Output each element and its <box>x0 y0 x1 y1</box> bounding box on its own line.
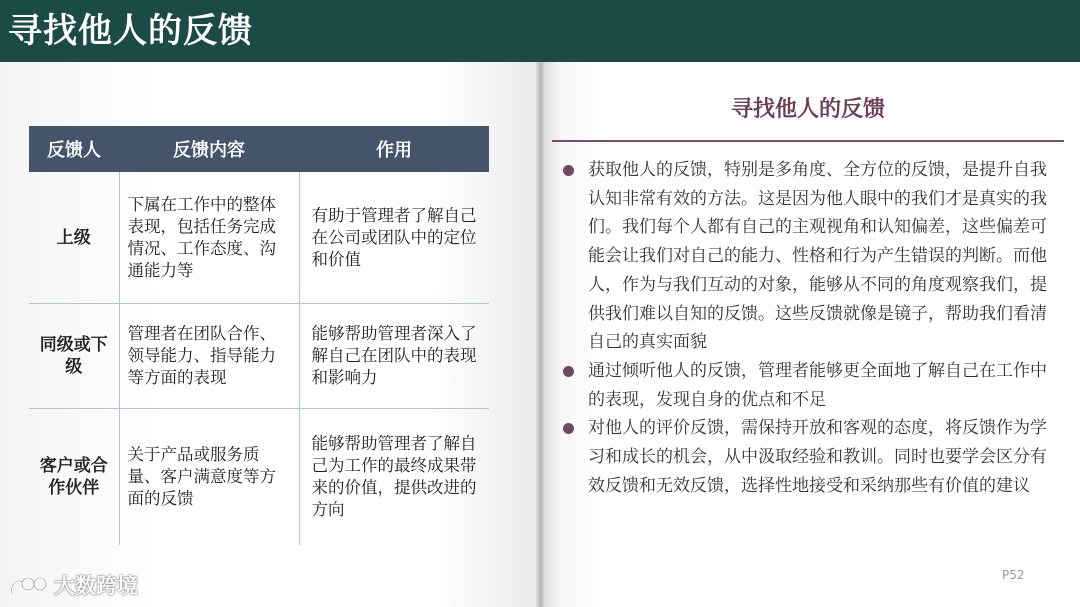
section-title: 寻找他人的反馈 <box>730 97 885 122</box>
list-item <box>563 414 1053 500</box>
table-row <box>29 408 489 545</box>
list-item <box>563 156 1053 357</box>
bullet-text: 通过倾听他人的反馈，管理者能够更全面地了解自己在工作中的表现，发现自身的优点和不足 <box>588 360 1047 410</box>
watermark <box>8 570 138 600</box>
column-header: 反馈人 <box>29 126 119 172</box>
header-bar <box>0 0 1080 62</box>
title-divider <box>552 140 1064 142</box>
column-header: 作用 <box>299 126 489 172</box>
table-header-row <box>29 126 489 172</box>
feedback-source-cell: 同级或下级 <box>29 304 119 409</box>
watermark-text: 大数跨境 <box>54 574 138 598</box>
feedback-effect-cell: 能够帮助管理者深入了解自己在团队中的表现和影响力 <box>299 304 489 409</box>
bullet-dot-icon <box>563 366 574 377</box>
feedback-source-cell: 上级 <box>29 172 119 304</box>
list-item <box>563 357 1053 414</box>
book-spine <box>536 62 544 607</box>
feedback-effect-cell: 有助于管理者了解自己在公司或团队中的定位和价值 <box>299 172 489 304</box>
bullet-dot-icon <box>563 423 574 434</box>
feedback-effect-cell: 能够帮助管理者了解自己为工作的最终成果带来的价值，提供改进的方向 <box>311 433 477 519</box>
feedback-content-cell: 管理者在团队合作、领导能力、指导能力等方面的表现 <box>119 304 299 409</box>
bullet-text: 对他人的评价反馈，需保持开放和客观的态度，将反馈作为学习和成长的机会，从中汲取经验和教训。同时也要学会区分有效反馈和无效反馈，选择性地接受和采纳那些有价值的建议 <box>588 418 1047 496</box>
bullet-text: 获取他人的反馈，特别是多角度、全方位的反馈，是提升自我认知非常有效的方法。这是因为他人眼中的我们才是真实的我们。我们每个人都有自己的主观视角和认知偏差，这些偏差可能会让我们对自己的能力、性格和行为产生错误的判断。而他人，作为与我们互动的对象，能够从不同的角度观察我们，提供我们难以自知的反馈。这些反馈就像是镜子，帮助我们看清自己的真实面貌 <box>588 160 1047 353</box>
watermark-logo-icon <box>8 572 48 598</box>
bullet-list <box>563 156 1053 500</box>
table-row <box>29 172 489 304</box>
feedback-content-cell: 关于产品或服务质量、客户满意度等方面的反馈 <box>119 408 299 545</box>
feedback-table <box>29 126 489 545</box>
feedback-source-cell: 客户或合作伙伴 <box>29 408 119 545</box>
column-header: 反馈内容 <box>119 126 299 172</box>
page-title: 寻找他人的反馈 <box>8 11 253 51</box>
table-row <box>29 304 489 409</box>
feedback-content-cell: 下属在工作中的整体表现，包括任务完成情况、工作态度、沟通能力等 <box>119 172 299 304</box>
page-number: P52 <box>1002 568 1025 582</box>
bullet-dot-icon <box>563 165 574 176</box>
